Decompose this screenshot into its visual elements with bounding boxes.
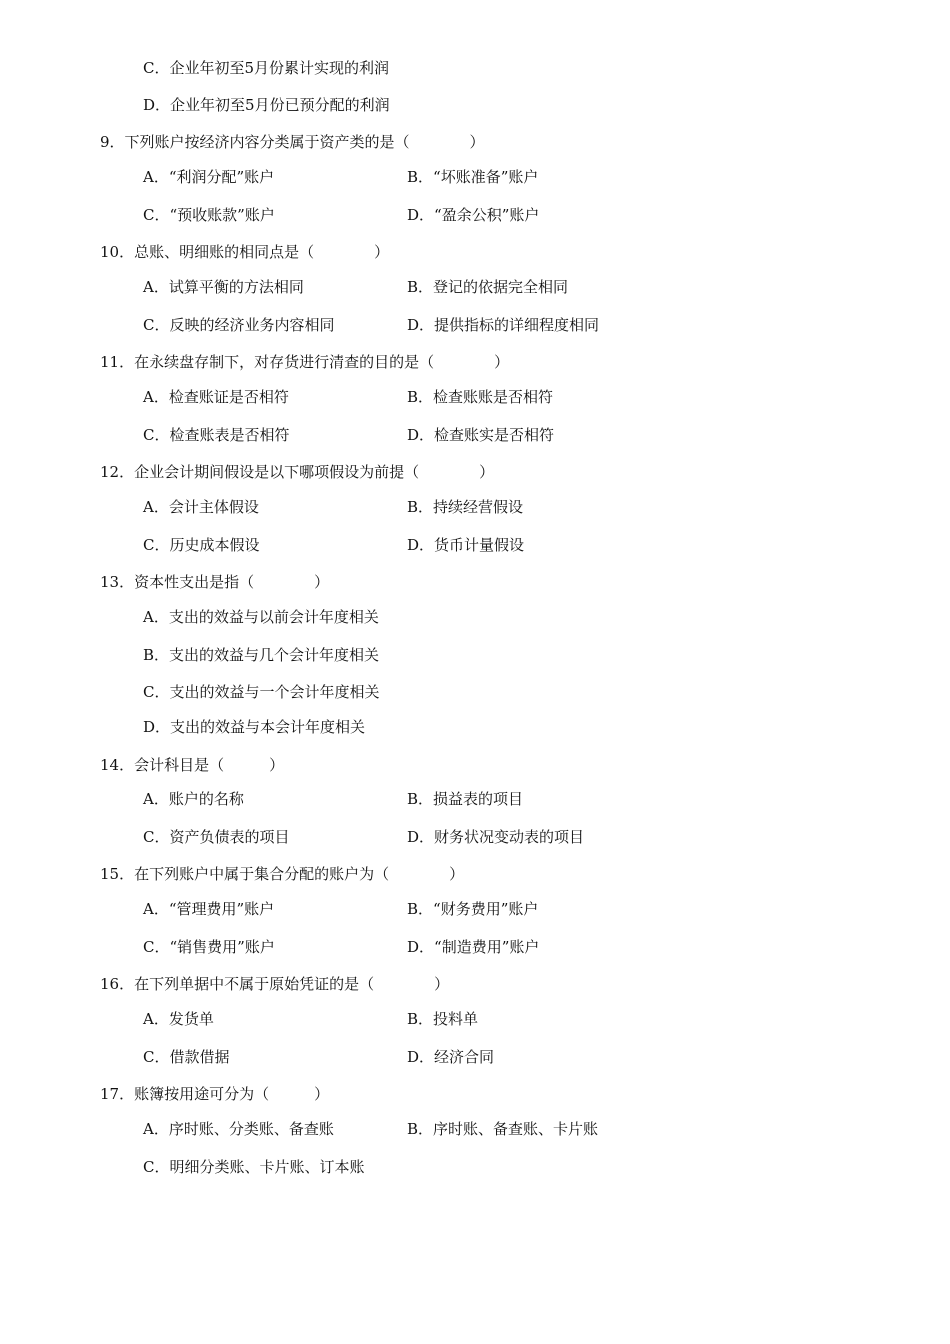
option-15-b: B．“财务费用”账户 — [407, 900, 539, 918]
option-8-c: C．企业年初至5月份累计实现的利润 — [143, 59, 390, 77]
option-10-a: A．试算平衡的方法相同 — [143, 278, 304, 296]
option-9-d: D．“盈余公积”账户 — [407, 206, 540, 224]
option-13-d: D．支出的效益与本会计年度相关 — [143, 718, 366, 736]
option-9-c: C．“预收账款”账户 — [143, 206, 275, 224]
question-14: 14．会计科目是（ ） — [100, 756, 285, 774]
option-14-d: D．财务状况变动表的项目 — [407, 828, 585, 846]
option-15-c: C．“销售费用”账户 — [143, 938, 275, 956]
option-10-d: D．提供指标的详细程度相同 — [407, 316, 600, 334]
option-13-b: B．支出的效益与几个会计年度相关 — [143, 646, 380, 664]
question-17: 17．账簿按用途可分为（ ） — [100, 1085, 330, 1103]
option-12-d: D．货币计量假设 — [407, 536, 525, 554]
option-9-b: B．“坏账准备”账户 — [407, 168, 539, 186]
option-16-b: B．投料单 — [407, 1010, 479, 1028]
question-15: 15．在下列账户中属于集合分配的账户为（ ） — [100, 865, 465, 883]
option-11-a: A．检查账证是否相符 — [143, 388, 289, 406]
option-10-c: C．反映的经济业务内容相同 — [143, 316, 335, 334]
option-11-d: D．检查账实是否相符 — [407, 426, 555, 444]
option-12-a: A．会计主体假设 — [143, 498, 259, 516]
option-12-b: B．持续经营假设 — [407, 498, 524, 516]
option-16-c: C．借款借据 — [143, 1048, 230, 1066]
option-11-b: B．检查账账是否相符 — [407, 388, 554, 406]
question-9: 9．下列账户按经济内容分类属于资产类的是（ ） — [100, 133, 485, 151]
option-15-d: D．“制造费用”账户 — [407, 938, 540, 956]
option-13-c: C．支出的效益与一个会计年度相关 — [143, 683, 380, 701]
question-13: 13．资本性支出是指（ ） — [100, 573, 330, 591]
option-16-d: D．经济合同 — [407, 1048, 495, 1066]
question-16: 16．在下列单据中不属于原始凭证的是（ ） — [100, 975, 450, 993]
option-16-a: A．发货单 — [143, 1010, 214, 1028]
option-13-a: A．支出的效益与以前会计年度相关 — [143, 608, 379, 626]
option-14-c: C．资产负债表的项目 — [143, 828, 290, 846]
option-14-b: B．损益表的项目 — [407, 790, 524, 808]
option-15-a: A．“管理费用”账户 — [143, 900, 275, 918]
option-17-b: B．序时账、备查账、卡片账 — [407, 1120, 599, 1138]
option-17-a: A．序时账、分类账、备查账 — [143, 1120, 334, 1138]
option-12-c: C．历史成本假设 — [143, 536, 260, 554]
option-10-b: B．登记的依据完全相同 — [407, 278, 569, 296]
question-12: 12．企业会计期间假设是以下哪项假设为前提（ ） — [100, 463, 495, 481]
question-11: 11．在永续盘存制下，对存货进行清查的目的是（ ） — [100, 353, 510, 371]
option-9-a: A．“利润分配”账户 — [143, 168, 275, 186]
option-14-a: A．账户的名称 — [143, 790, 244, 808]
question-10: 10．总账、明细账的相同点是（ ） — [100, 243, 390, 261]
option-8-d: D．企业年初至5月份已预分配的利润 — [143, 96, 390, 114]
option-17-c: C．明细分类账、卡片账、订本账 — [143, 1158, 365, 1176]
option-11-c: C．检查账表是否相符 — [143, 426, 290, 444]
